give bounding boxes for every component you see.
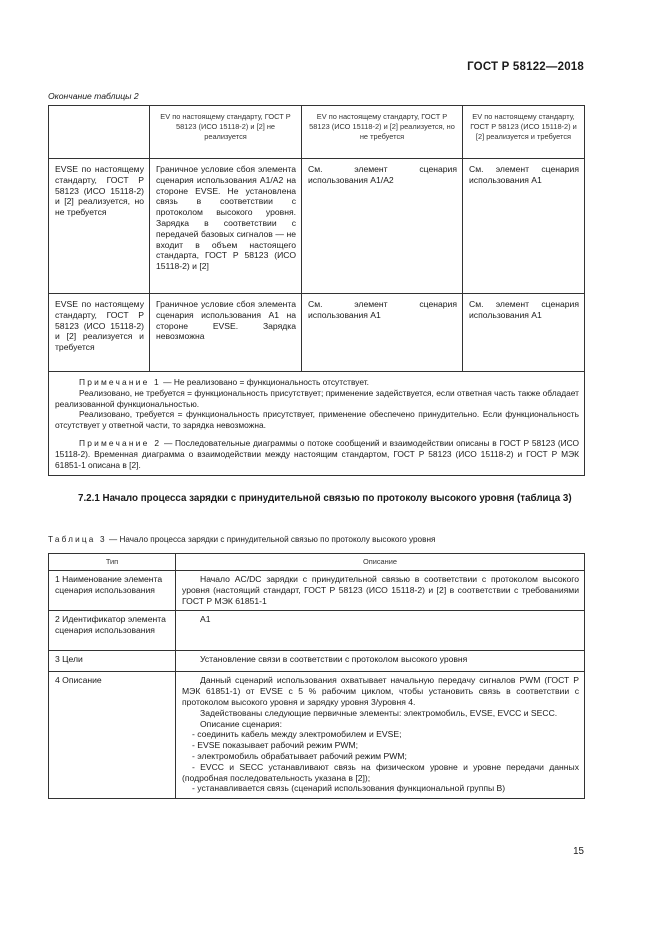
row-description: Установление связи в соответствии с протоколом высокого уровня — [176, 651, 585, 672]
table-row — [49, 651, 585, 672]
note-1-label: Примечание 1 — [79, 377, 161, 387]
standard-designation: ГОСТ Р 58122—2018 — [467, 61, 584, 73]
table-2 — [48, 105, 585, 476]
table-row — [49, 571, 585, 611]
description-paragraph: Задействованы следующие первичные элементы: электромобиль, EVSE, EVCC и SECC. — [200, 707, 558, 718]
row-description: Начало AC/DC зарядки с принудительной связью в соответствии с протоколом высокого уровня (настоящий стандарт, ГОСТ Р 58123 (ИСО 15118-2) и [2] в соответствии с требованиями ГОСТ Р МЭК 61851-1 — [176, 571, 585, 611]
section-heading: 7.2.1 Начало процесса зарядки с принудительной связью по протоколу высокого уровня (таблица 3) — [78, 493, 572, 504]
list-item: - соединить кабель между электромобилем и EVSE; — [192, 729, 402, 740]
note-2: Примечание 2 — Последовательные диаграммы о потоке сообщений и взаимодействии описаны в ГОСТ Р 58123 (ИСО 15118-2). Временная диаграмма о взаимодействии между настоящим стандартом, ГОСТ Р 58123 (ИСО 15118-2) и ГОСТ Р МЭК 61851-1 описана в [2]. — [55, 437, 580, 470]
header-cell-description: Описание — [176, 554, 585, 571]
table-cell: Граничное условие сбоя элемента сценария использования A1/A2 на стороне EVSE. Не установлена связь в соответствии с протоколом высокого уровня. Зарядка в соответствии с передачей базовых сигналов — не входит в объем настоящего стандарта, ГОСТ Р 58123 (ИСО 15118-2) и [2] — [150, 159, 302, 294]
table-cell: См. элемент сценария использования A1/A2 — [302, 159, 463, 294]
list-item: - электромобиль обрабатывает рабочий режим PWM; — [192, 750, 407, 761]
row-label: EVSE по настоящему стандарту, ГОСТ Р 58123 (ИСО 15118-2) и [2] реализуется и требуется — [49, 294, 150, 372]
note-1-paragraph: Реализовано, требуется = функциональность присутствует, применение обеспечено принудительно. Если функциональность отсутствует у ответной части, то зарядка невозможна. — [55, 409, 579, 431]
table-header-row — [49, 106, 585, 159]
table-3 — [48, 553, 585, 799]
row-label: 3 Цели — [49, 651, 176, 672]
list-item: - устанавливается связь (сценарий использования функциональной группы B) — [192, 783, 506, 794]
row-label: 1 Наименование элемента сценария использования — [49, 571, 176, 611]
table-row — [49, 672, 585, 799]
note-1: Примечание 1 — Не реализовано = функциональность отсутствует. — [79, 377, 369, 387]
row-description — [176, 672, 585, 799]
table-cell: Граничное условие сбоя элемента сценария использования A1 на стороне EVSE. Зарядка невозможна — [150, 294, 302, 372]
header-cell-ev-not-implemented: EV по настоящему стандарту, ГОСТ Р 58123 (ИСО 15118-2) и [2] не реализуется — [150, 106, 302, 159]
table-row — [49, 611, 585, 651]
table-3-caption-label: Таблица 3 — [48, 535, 107, 544]
header-cell-ev-implemented-required: EV по настоящему стандарту, ГОСТ Р 58123 (ИСО 15118-2) и [2] реализуется и требуется — [463, 106, 585, 159]
table-3-caption: Таблица 3 — Начало процесса зарядки с принудительной связью по протоколу высокого уровня — [48, 535, 436, 544]
table-row — [49, 159, 585, 294]
description-paragraph: Данный сценарий использования охватывает начальную передачу сигналов PWM (ГОСТ Р МЭК 61851-1) от EVSE с 5 % рабочим циклом, чтобы установить связь в соответствии с протоколом высокого уровня и зарядку уровня 3/уровня 4. — [182, 675, 579, 707]
table-cell: См. элемент сценария использования A1 — [463, 294, 585, 372]
list-item: - EVCC и SECC устанавливают связь на физическом уровне и уровне передачи данных (подробная последовательность указана в [2]); — [182, 761, 579, 783]
row-label: 2 Идентификатор элемента сценария использования — [49, 611, 176, 651]
header-cell-empty — [49, 106, 150, 159]
table-row — [49, 294, 585, 372]
table-cell: См. элемент сценария использования A1 — [463, 159, 585, 294]
note-2-label: Примечание 2 — [79, 437, 162, 448]
table-header-row — [49, 554, 585, 571]
header-cell-type: Тип — [49, 554, 176, 571]
table-notes — [49, 372, 585, 476]
list-item: - EVSE показывает рабочий режим PWM; — [192, 740, 359, 751]
page-number: 15 — [573, 846, 584, 857]
table-continuation-caption: Окончание таблицы 2 — [48, 91, 139, 101]
description-paragraph: Описание сценария: — [200, 718, 282, 729]
row-label: EVSE по настоящему стандарту, ГОСТ Р 58123 (ИСО 15118-2) и [2] реализуется, но не требуется — [49, 159, 150, 294]
table-cell: См. элемент сценария использования A1 — [302, 294, 463, 372]
header-cell-ev-implemented-not-required: EV по настоящему стандарту, ГОСТ Р 58123 (ИСО 15118-2) и [2] реализуется, но не требуется — [302, 106, 463, 159]
row-description: A1 — [176, 611, 585, 651]
note-1-paragraph: Реализовано, не требуется = функциональность присутствует; применение задействуется, если ответная часть также обладает реализованной функциональностью. — [55, 387, 579, 409]
row-label: 4 Описание — [49, 672, 176, 799]
notes-row — [49, 372, 585, 476]
